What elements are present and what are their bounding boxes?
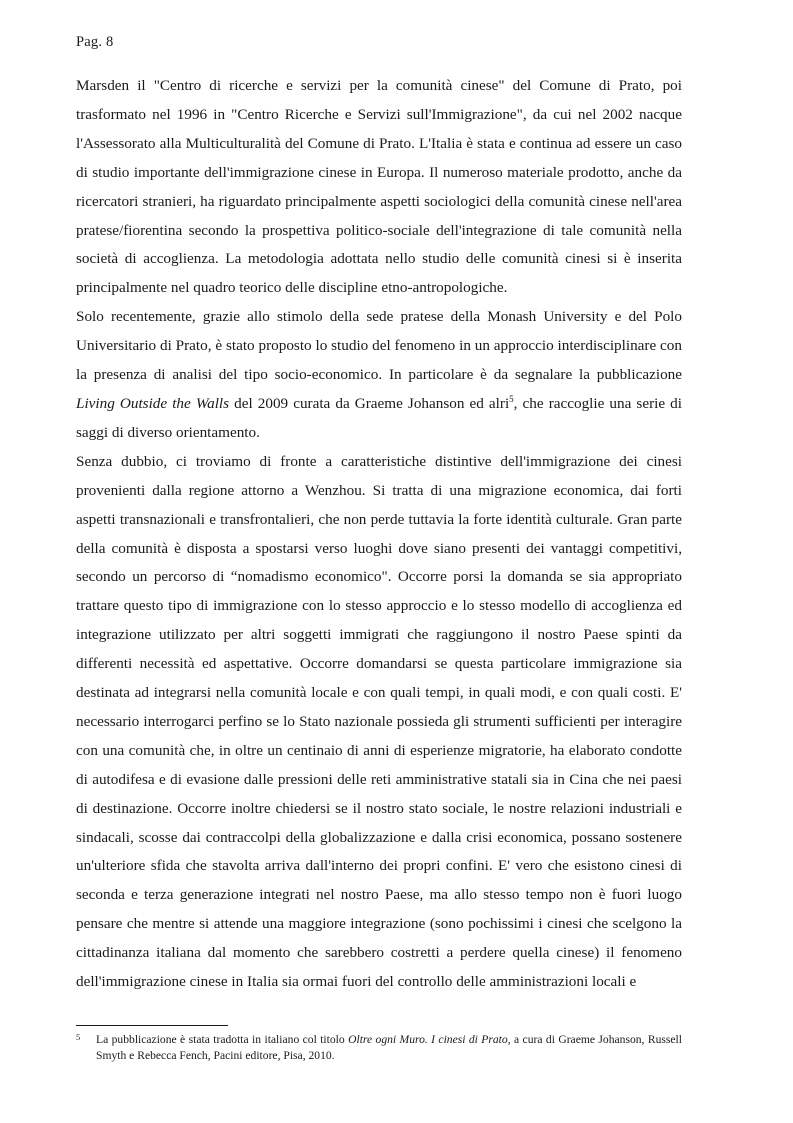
body-text <box>76 72 682 997</box>
footnote-number: 5 <box>76 1032 81 1042</box>
paragraph-2-text-c: , che raccoglie una serie di saggi di diverso orientamento. <box>76 394 682 441</box>
page-number: Pag. 8 <box>76 34 114 50</box>
footnote-text-a: La pubblicazione è stata tradotta in italiano col titolo <box>96 1033 349 1046</box>
paragraph-2-text-a: Solo recentemente, grazie allo stimolo della sede pratese della Monash University e del Polo Universitario di Prato, è stato proposto lo studio del fenomeno in un approccio interdisciplinare con la presenza di analisi del tipo socio-economico. In particolare è da segnalare la pubblicazione <box>76 308 682 384</box>
footnote-separator <box>76 1025 228 1026</box>
paragraph-3: Senza dubbio, ci troviamo di fronte a caratteristiche distintive dell'immigrazione dei cinesi provenienti dalla regione attorno a Wenzhou. Si tratta di una migrazione economica, dai forti aspetti transnazionali e transfrontalieri, che non perde tuttavia la forte identità culturale. Gran parte della comunità è disposta a spostarsi verso luoghi dove siano presenti dei vantaggi competitivi, secondo un percorso di “nomadismo economico". Occorre porsi la domanda se sia appropriato trattare questo tipo di immigrazione con lo stesso approccio e lo stesso modello di accoglienza ed integrazione utilizzato per altri soggetti immigrati che raggiungono il nostro Paese spinti da differenti necessità ed aspettative. Occorre domandarsi se questa particolare immigrazione sia destinata ad integrarsi nella comunità locale e con quali tempi, in quali modi, e con quali costi. E' necessario interrogarci perfino se lo Stato nazionale possieda gli strumenti sufficienti per interagire con una comunità che, in oltre un centinaio di anni di esperienze migratorie, ha elaborato condotte di autodifesa e di evasione dalle pressioni delle reti amministrative statali sia in Cina che nei paesi di destinazione. Occorre inoltre chiedersi se il nostro stato sociale, le nostre relazioni industriali e sindacali, scosse dai contraccolpi della globalizzazione e dalla crisi economica, possano sostenere un'ulteriore sfida che stavolta arriva dall'interno dei propri confini. E' vero che esistono cinesi di seconda e terza generazione integrati nel nostro Paese, ma allo stesso tempo non è fuori luogo pensare che mentre si attende una maggiore integrazione (sono pochissimi i cinesi che scelgono la cittadinanza italiana dal momento che sarebbero costretti a perdere quella cinese) il fenomeno dell'immigrazione cinese in Italia sia ormai fuori del controllo delle amministrazioni locali e <box>76 452 682 991</box>
footnote-text-b: a cura di Graeme Johanson, Russell Smyth e Rebecca Fench, Pacini editore, Pisa, 2010. <box>96 1033 683 1062</box>
footnote-book-title: Oltre ogni Muro. I cinesi di Prato, <box>348 1033 511 1046</box>
footnote <box>76 1032 682 1063</box>
footnote-reference[interactable]: 5 <box>509 393 514 404</box>
paragraph-2 <box>76 303 682 448</box>
footnote-text <box>96 1032 682 1063</box>
paragraph-2-text-b: del 2009 curata da Graeme Johanson ed alri <box>229 394 510 412</box>
paragraph-1: Marsden il "Centro di ricerche e servizi per la comunità cinese" del Comune di Prato, poi trasformato nel 1996 in "Centro Ricerche e Servizi sull'Immigrazione", da cui nel 2002 nacque l'Assessorato alla Multiculturalità del Comune di Prato. L'Italia è stata e continua ad essere un caso di studio importante dell'immigrazione cinese in Europa. Il numeroso materiale prodotto, anche da ricercatori stranieri, ha riguardato principalmente aspetti sociologici della comunità cinese nell'area pratese/fiorentina secondo la prospettiva politico-sociale dell'integrazione di tale comunità nella società di accoglienza. La metodologia adottata nello studio delle comunità cinesi si è inserita principalmente nel quadro teorico delle discipline etno-antropologiche. <box>76 77 682 297</box>
book-title: Living Outside the Walls <box>76 394 230 412</box>
